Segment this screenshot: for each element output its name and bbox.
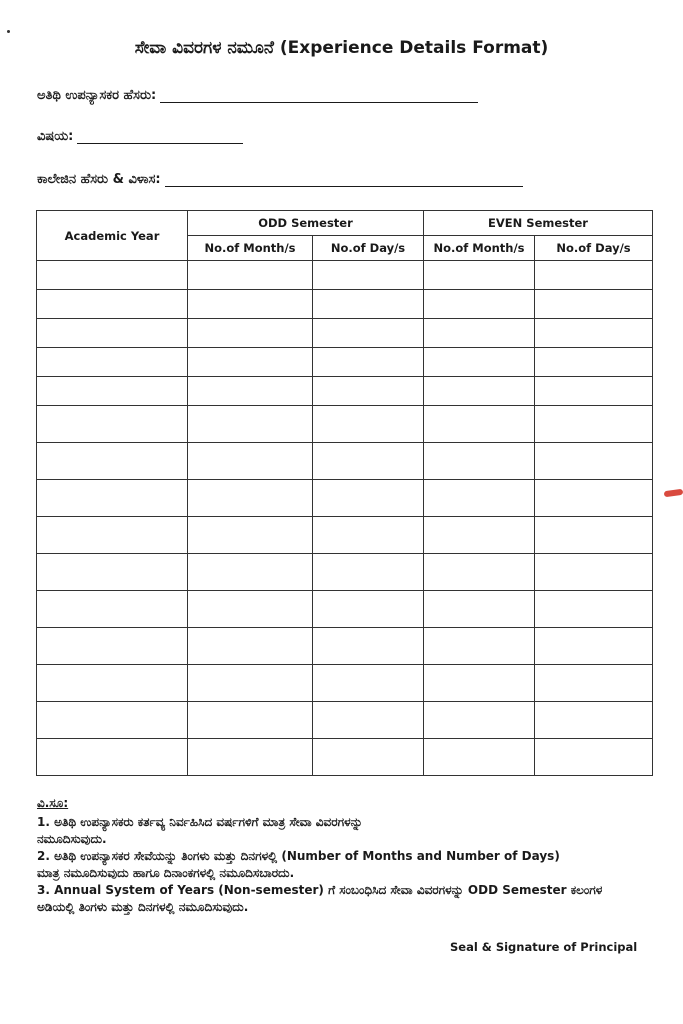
table-cell[interactable] [424, 261, 535, 290]
table-cell[interactable] [188, 377, 313, 406]
principal-signature-label: Seal & Signature of Principal [450, 940, 638, 954]
odd-semester-header: ODD Semester [188, 211, 424, 236]
table-cell[interactable] [37, 290, 188, 319]
table-row [37, 591, 653, 628]
subject-label: ವಿಷಯ: [37, 129, 74, 144]
academic-year-header: Academic Year [37, 211, 188, 261]
note-1-line-1: 1. ಅತಿಥಿ ಉಪನ್ಯಾಸಕರು ಕರ್ತವ್ಯ ನಿರ್ವಹಿಸಿದ ವರ್ಷಗಳಿಗೆ ಮಾತ್ರ ಸೇವಾ ವಿವರಗಳನ್ನು [37, 815, 363, 829]
table-cell[interactable] [188, 261, 313, 290]
page-title: ಸೇವಾ ವಿವರಗಳ ನಮೂನೆ (Experience Details Format) [134, 38, 549, 58]
scan-speck [7, 30, 10, 33]
table-cell[interactable] [188, 739, 313, 776]
table-row [37, 665, 653, 702]
table-cell[interactable] [535, 377, 653, 406]
table-cell[interactable] [313, 517, 424, 554]
table-cell[interactable] [535, 554, 653, 591]
table-cell[interactable] [535, 517, 653, 554]
table-cell[interactable] [37, 591, 188, 628]
table-cell[interactable] [188, 480, 313, 517]
table-cell[interactable] [535, 348, 653, 377]
table-cell[interactable] [313, 377, 424, 406]
table-cell[interactable] [37, 554, 188, 591]
table-cell[interactable] [37, 443, 188, 480]
table-cell[interactable] [188, 319, 313, 348]
table-row [37, 443, 653, 480]
subject-field [37, 129, 243, 144]
table-cell[interactable] [424, 702, 535, 739]
table-cell[interactable] [424, 480, 535, 517]
table-row [37, 319, 653, 348]
notes-heading: ವಿ.ಸೂ: [37, 796, 69, 810]
table-cell[interactable] [313, 628, 424, 665]
table-cell[interactable] [424, 443, 535, 480]
table-cell[interactable] [313, 702, 424, 739]
table-row [37, 261, 653, 290]
table-cell[interactable] [535, 319, 653, 348]
note-2-line-2: ಮಾತ್ರ ನಮೂದಿಸುವುದು ಹಾಗೂ ದಿನಾಂಕಗಳಲ್ಲಿ ನಮೂದಿಸಬಾರದು. [37, 866, 295, 880]
table-row [37, 554, 653, 591]
note-3-line-2: ಅಡಿಯಲ್ಲಿ ತಿಂಗಳು ಮತ್ತು ದಿನಗಳಲ್ಲಿ ನಮೂದಿಸುವುದು. [37, 900, 249, 914]
note-2-line-1: 2. ಅತಿಥಿ ಉಪನ್ಯಾಸಕರ ಸೇವೆಯನ್ನು ತಿಂಗಳು ಮತ್ತು ದಿನಗಳಲ್ಲಿ (Number of Months and Number of Days) [37, 849, 560, 863]
table-cell[interactable] [535, 406, 653, 443]
table-cell[interactable] [313, 480, 424, 517]
table-cell[interactable] [37, 480, 188, 517]
table-cell[interactable] [37, 628, 188, 665]
table-cell[interactable] [424, 348, 535, 377]
table-cell[interactable] [313, 554, 424, 591]
table-row [37, 739, 653, 776]
table-cell[interactable] [424, 628, 535, 665]
note-1-line-2: ನಮೂದಿಸುವುದು. [37, 832, 107, 846]
table-cell[interactable] [37, 665, 188, 702]
table-cell[interactable] [188, 290, 313, 319]
table-cell[interactable] [535, 480, 653, 517]
table-row [37, 290, 653, 319]
table-cell[interactable] [37, 702, 188, 739]
table-cell[interactable] [313, 406, 424, 443]
lecturer-name-field [37, 88, 478, 103]
table-cell[interactable] [313, 443, 424, 480]
notes-section [37, 795, 657, 916]
table-row [37, 480, 653, 517]
table-cell[interactable] [188, 665, 313, 702]
table-cell[interactable] [535, 739, 653, 776]
table-cell[interactable] [535, 665, 653, 702]
even-semester-header: EVEN Semester [424, 211, 653, 236]
red-pen-mark [664, 489, 683, 498]
table-cell[interactable] [37, 377, 188, 406]
table-cell[interactable] [188, 591, 313, 628]
table-cell[interactable] [535, 443, 653, 480]
table-cell[interactable] [424, 290, 535, 319]
college-field [37, 172, 523, 187]
table-cell[interactable] [188, 348, 313, 377]
table-cell[interactable] [424, 591, 535, 628]
table-cell[interactable] [188, 702, 313, 739]
table-cell[interactable] [37, 517, 188, 554]
table-cell[interactable] [313, 261, 424, 290]
table-cell[interactable] [37, 739, 188, 776]
table-row [37, 517, 653, 554]
table-cell[interactable] [535, 702, 653, 739]
table-row [37, 348, 653, 377]
table-cell[interactable] [37, 406, 188, 443]
table-cell[interactable] [424, 554, 535, 591]
even-months-header: No.of Month/s [424, 236, 535, 261]
table-cell[interactable] [535, 591, 653, 628]
table-cell[interactable] [535, 261, 653, 290]
table-row [37, 702, 653, 739]
table-cell[interactable] [313, 319, 424, 348]
table-cell[interactable] [37, 261, 188, 290]
lecturer-name-label: ಅತಿಥಿ ಉಪನ್ಯಾಸಕರ ಹೆಸರು: [37, 88, 157, 103]
table-cell[interactable] [188, 443, 313, 480]
table-row [37, 628, 653, 665]
table-cell[interactable] [313, 290, 424, 319]
table-cell[interactable] [188, 517, 313, 554]
even-days-header: No.of Day/s [535, 236, 653, 261]
table-cell[interactable] [535, 290, 653, 319]
table-cell[interactable] [188, 628, 313, 665]
lecturer-name-blank[interactable] [160, 88, 478, 103]
odd-months-header: No.of Month/s [188, 236, 313, 261]
college-blank[interactable] [165, 172, 523, 187]
college-label: ಕಾಲೇಜಿನ ಹೆಸರು & ವಿಳಾಸ: [37, 172, 161, 187]
table-cell[interactable] [424, 665, 535, 702]
note-3-line-1: 3. Annual System of Years (Non-semester) ಗೆ ಸಂಬಂಧಿಸಿದ ಸೇವಾ ವಿವರಗಳನ್ನು ODD Semester ಕಲಂಗಳ [37, 883, 603, 897]
table-cell[interactable] [37, 348, 188, 377]
table-cell[interactable] [188, 554, 313, 591]
table-cell[interactable] [313, 739, 424, 776]
table-cell[interactable] [313, 591, 424, 628]
subject-blank[interactable] [77, 129, 243, 144]
table-cell[interactable] [313, 665, 424, 702]
table-row [37, 406, 653, 443]
table-cell[interactable] [313, 348, 424, 377]
odd-days-header: No.of Day/s [313, 236, 424, 261]
table-cell[interactable] [424, 517, 535, 554]
table-cell[interactable] [424, 406, 535, 443]
experience-table [36, 210, 653, 776]
table-cell[interactable] [424, 377, 535, 406]
table-cell[interactable] [188, 406, 313, 443]
table-cell[interactable] [424, 739, 535, 776]
table-cell[interactable] [424, 319, 535, 348]
table-cell[interactable] [37, 319, 188, 348]
table-row [37, 377, 653, 406]
table-cell[interactable] [535, 628, 653, 665]
